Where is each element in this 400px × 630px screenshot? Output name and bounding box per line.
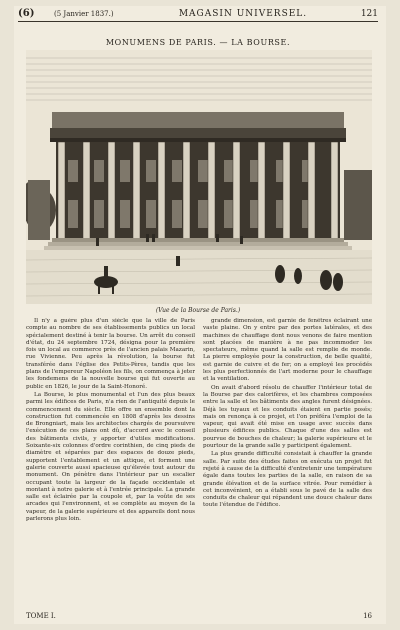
issue-date: (5 Janvier 1837.) (54, 9, 114, 18)
column-left (26, 318, 195, 608)
paragraph: On avait d'abord résolu de chauffer l'intérieur total de la Bourse par des calorifères, et les chambres composées entre la salle et les bâtiments des angles furent désignées. Déjà les tuyaux et les conduits étaient en partie posés; mais on renonça à ce projet, et l'on préféra l'emploi de la vapeur, qui avait été mise en usage avec succès dans plusieurs édifices publics. Chaque d'une des salles est pourvue de bouches de chaleur; la galerie supérieure et le pourtour de la grande salle y participent également. (203, 384, 372, 450)
article-columns (26, 318, 372, 608)
column-right (203, 318, 372, 608)
running-header (18, 6, 378, 22)
bourse-engraving (26, 50, 372, 304)
paragraph: La Bourse, le plus monumental et l'un des plus beaux parmi les édifices de Paris, n'a rien de l'antiquité depuis le commencement du siècle. Elle offre un ensemble dont la construction fut commencée en 1808 d'après les dessins de Brongniart, mais les architectes chargés de poursuivre l'exécution de ces plans ont dû, d'accord avec le conseil des bâtiments civils, y apporter d'utiles modifications. Soixante-six colonnes d'ordre corinthien, de cinq pieds de diamètre et séparées par des espaces de douze pieds, supportent l'entablement et un attique, et forment une galerie couverte aussi spacieuse qu'élevée tout autour du monument. On pénètre dans l'intérieur par un escalier occupant toute la largeur de la façade occidentale et montant à notre galerie et à l'entrée principale. La grande salle est éclairée par la coupole et, par la voûte de ses arcades qui l'environnent, et se complète au moyen de la vapeur, de la galerie supérieure et des appareils dont nous parlerons plus loin. (26, 391, 195, 523)
cornice (50, 138, 346, 142)
side-building-right (344, 170, 372, 240)
volume-label: TOME I. (26, 612, 56, 620)
paragraph: La plus grande difficulté consistait à chauffer la grande salle. Par suite des études faites on exécuta un projet fut rejeté à cause de la difficulté d'entretenir une température égale dans toutes les parties de la salle, en raison de sa grande élévation et de la surface vitrée. Pour remédier à cet inconvénient, on a établi sous le pavé de la salle des conduits de chaleur qui répandent une douce chaleur dans toute l'étendue de l'édifice. (203, 451, 372, 509)
paragraph: Il n'y a guère plus d'un siècle que la ville de Paris compte au nombre de ses établissements publics un local spécialement destiné à tenir la bourse. Un arrêt du conseil d'état, du 24 septembre 1724, désigna pour la première fois un local au commerce près de l'ancien palais Mazarin, rue Vivienne. Peu après la révolution, la bourse fut transférée dans l'église des Petits-Pères, tandis que les plans de l'empereur Napoléon les fils, on commença à jeter les fondemens de la nouvelle bourse qui fut ouverte au public en 1826, le jour de la Saint-Honoré. (26, 318, 195, 390)
article-title: MONUMENS DE PARIS. — LA BOURSE. (105, 38, 291, 47)
page-footer (26, 612, 372, 620)
entablature (50, 128, 346, 138)
magazine-title: MAGASIN UNIVERSEL. (178, 8, 308, 19)
sky-hatching (26, 58, 372, 100)
signature-mark: 16 (363, 612, 372, 620)
attic (52, 112, 344, 128)
illustration-caption: (Vue de la Bourse de Paris.) (155, 307, 241, 314)
paragraph: grande dimension, est garnie de fenêtres éclairant une vaste plaine. On y entre par des portes latérales, et des machines de chauffage dont nous venons de faire mention sont placées de manière à ne pas incommoder les spectateurs, même quand la salle est remplie de monde. La pierre employée pour la construction, de belle qualité, est garnie de cuivre et de fer; on a employé les procédés les plus perfectionnés de l'art moderne pour le chauffage et la ventilation. (203, 318, 372, 383)
issue-number: (6) (18, 8, 35, 19)
side-building-left (28, 180, 50, 240)
entrance-steps (44, 238, 352, 250)
bourse-building-illustration (26, 50, 372, 304)
page-number: 121 (360, 8, 378, 19)
